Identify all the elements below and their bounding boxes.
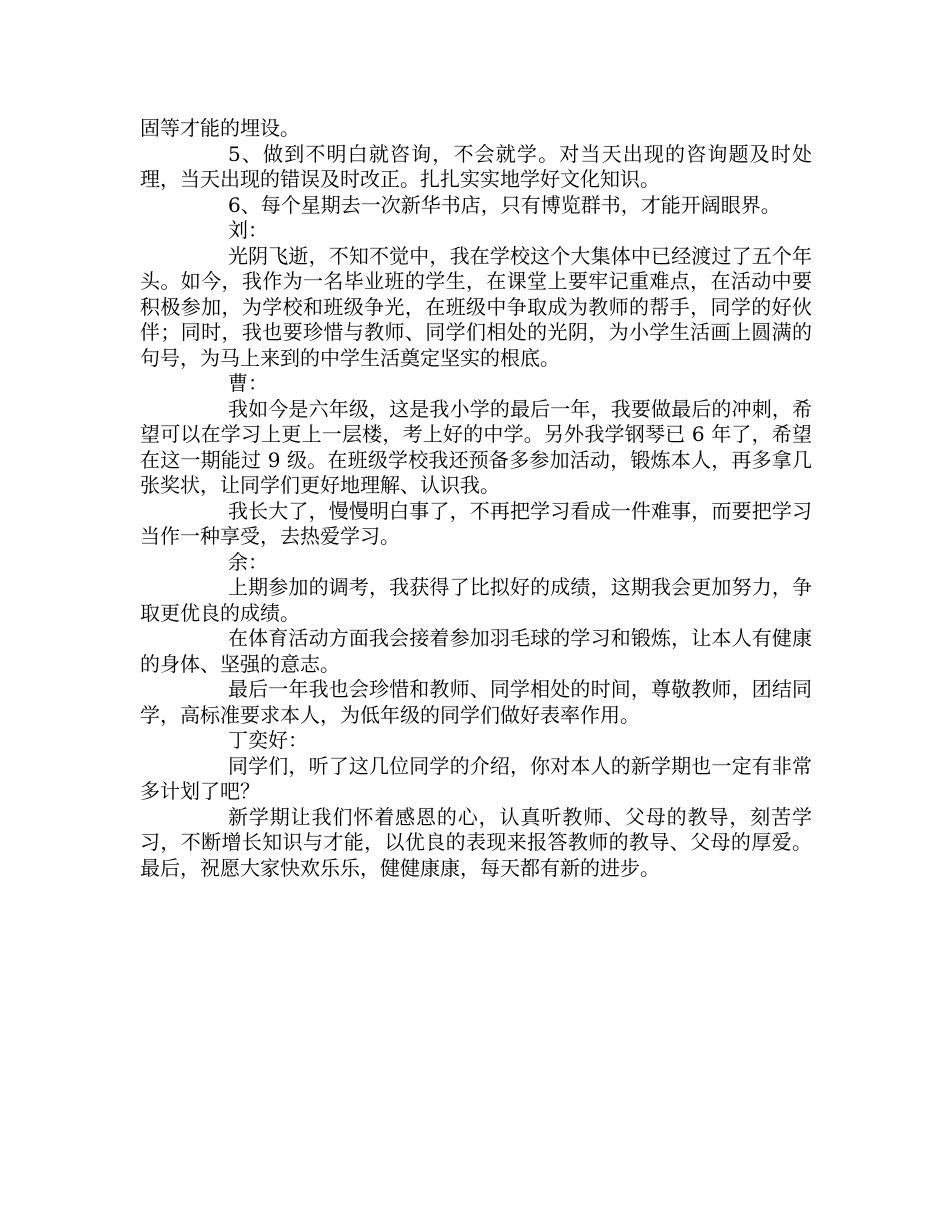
speaker-label-ding: 丁奕好： — [228, 728, 308, 752]
paragraph-cao-2: 我长大了，慢慢明白事了，不再把学习看成一件难事，而要把学习当作一种享受，去热爱学习。 — [140, 498, 812, 548]
paragraph-item-6: 6、每个星期去一次新华书店，只有博览群书，才能开阔眼界。 — [228, 192, 781, 217]
document-page — [140, 116, 812, 881]
paragraph-yu-3: 最后一年我也会珍惜和教师、同学相处的时间，尊敬教师，团结同学，高标准要求本人，为低年级的同学们做好表率作用。 — [140, 677, 812, 727]
paragraph-liu-1: 光阴飞逝，不知不觉中，我在学校这个大集体中已经渡过了五个年头。如今，我作为一名毕业班的学生，在课堂上要牢记重难点，在活动中要积极参加，为学校和班级争光，在班级中争取成为教师的帮手，同学的好伙伴；同时，我也要珍惜与教师、同学们相处的光阴，为小学生活画上圆满的句号，为马上来到的中学生活奠定坚实的根底。 — [140, 243, 812, 370]
paragraph-cao-1: 我如今是六年级，这是我小学的最后一年，我要做最后的冲刺，希望可以在学习上更上一层楼，考上好的中学。另外我学钢琴已 6 年了，希望在这一期能过 9 级。在班级学校我还预备多参加活动，锻炼本人，再多拿几张奖状，让同学们更好地理解、认识我。 — [140, 396, 812, 497]
speaker-label-liu: 刘： — [228, 218, 268, 242]
paragraph-yu-2: 在体育活动方面我会接着参加羽毛球的学习和锻炼，让本人有健康的身体、坚强的意志。 — [140, 626, 812, 676]
paragraph-yu-1: 上期参加的调考，我获得了比拟好的成绩，这期我会更加努力，争取更优良的成绩。 — [140, 575, 812, 625]
paragraph-continuation: 固等才能的埋设。 — [140, 116, 300, 140]
speaker-label-cao: 曹： — [228, 371, 268, 395]
paragraph-ding-1: 同学们，听了这几位同学的介绍，你对本人的新学期也一定有非常多计划了吧？ — [140, 753, 812, 803]
paragraph-ding-2: 新学期让我们怀着感恩的心，认真听教师、父母的教导，刻苦学习，不断增长知识与才能，以优良的表现来报答教师的教导、父母的厚爱。最后，祝愿大家快欢乐乐，健健康康，每天都有新的进步。 — [140, 804, 812, 880]
speaker-label-yu: 余： — [228, 549, 268, 574]
paragraph-item-5: 5、做到不明白就咨询，不会就学。对当天出现的咨询题及时处理，当天出现的错误及时改正。扎扎实实地学好文化知识。 — [140, 141, 812, 191]
